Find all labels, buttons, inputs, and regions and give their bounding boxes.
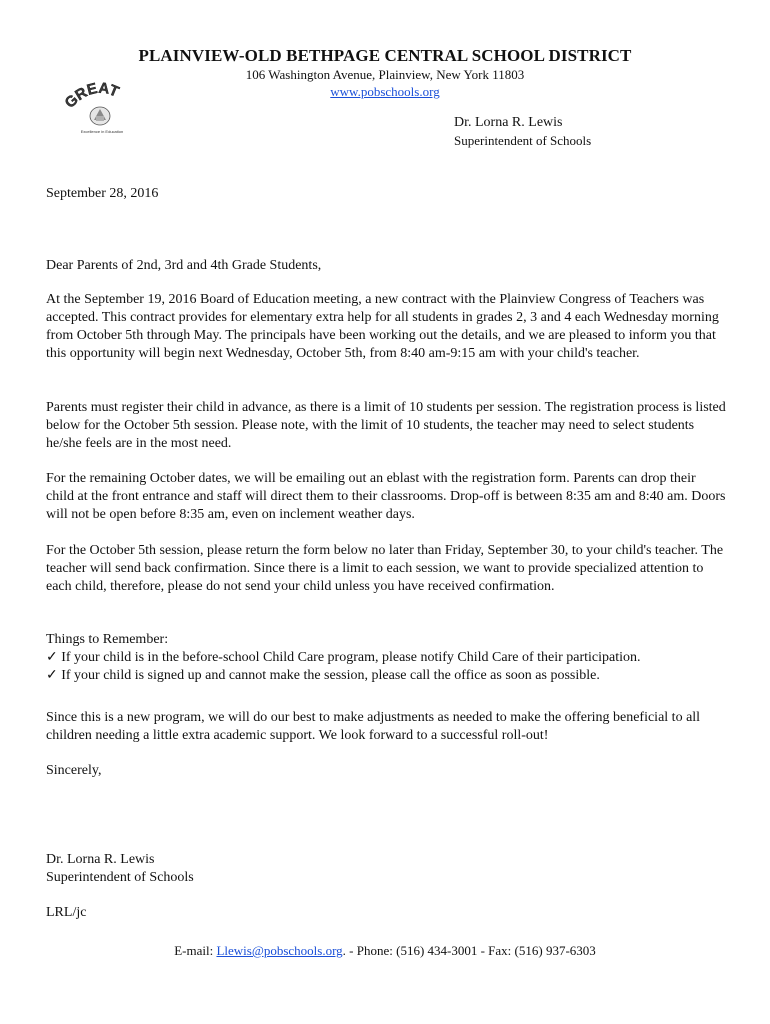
paragraph-registration: Parents must register their child in advance, as there is a limit of 10 students per session. The registration process is listed below for the October 5th session. Please note, with the limit of 10 students, the teacher may need to select students he/she feels are in the most need. bbox=[46, 400, 726, 451]
superintendent-name: Dr. Lorna R. Lewis bbox=[454, 115, 563, 130]
email-label: E-mail: bbox=[174, 943, 217, 958]
paragraph-contract: At the September 19, 2016 Board of Education meeting, a new contract with the Plainview Congress of Teachers was accepted. This contract provides for elementary extra help for all students in grades 2, 3 and 4 each Wednesday morning from October 5th through May. The principals have been working out the details, and we are pleased to inform you that this opportunity will begin next Wednesday, October 5th, from 8:40 am-9:15 am with your child's teacher. bbox=[46, 292, 719, 361]
signer-title: Superintendent of Schools bbox=[46, 870, 194, 885]
things-heading: Things to Remember: bbox=[46, 632, 169, 647]
great-logo bbox=[62, 78, 134, 136]
svg-text:GREAT bbox=[62, 80, 121, 112]
logo-text: GREAT bbox=[62, 79, 122, 112]
district-title: PLAINVIEW-OLD BETHPAGE CENTRAL SCHOOL DISTRICT bbox=[138, 46, 632, 65]
paragraph-closing: Since this is a new program, we will do our best to make adjustments as needed to make the offering beneficial to all children needing a little extra academic support. We look forward to a successful roll-out! bbox=[46, 710, 701, 743]
initials: LRL/jc bbox=[46, 905, 87, 920]
email-link[interactable]: Llewis@pobschools.org bbox=[216, 943, 343, 958]
salutation: Dear Parents of 2nd, 3rd and 4th Grade Students, bbox=[46, 258, 322, 273]
list-item: ✓ If your child is in the before-school Child Care program, please notify Child Care of their participation. bbox=[46, 650, 641, 665]
list-item: ✓ If your child is signed up and cannot make the session, please call the office as soon as possible. bbox=[46, 668, 600, 683]
phone-fax: . - Phone: (516) 434-3001 - Fax: (516) 937-6303 bbox=[342, 943, 596, 958]
contact-footer bbox=[0, 943, 770, 959]
district-address: 106 Washington Avenue, Plainview, New York 11803 bbox=[245, 67, 525, 82]
paragraph-dropoff: For the remaining October dates, we will be emailing out an eblast with the registration form. Parents can drop their child at the front entrance and staff will direct them to their classrooms. Drop-off is between 8:35 am and 8:40 am. Doors will not be open before 8:35 am, even on inclement weather days. bbox=[46, 471, 726, 522]
website-link[interactable]: www.pobschools.org bbox=[330, 84, 440, 99]
signer-name: Dr. Lorna R. Lewis bbox=[46, 852, 155, 867]
paragraph-october-session: For the October 5th session, please return the form below no later than Friday, September 30, to your child's teacher. The teacher will send back confirmation. Since there is a limit to each session, we want to provide specialized attention to each child, therefore, please do not send your child unless you have received confirmation. bbox=[46, 543, 724, 594]
letter-date: September 28, 2016 bbox=[46, 186, 159, 201]
superintendent-title: Superintendent of Schools bbox=[454, 133, 592, 148]
things-to-remember bbox=[46, 631, 726, 685]
sign-off: Sincerely, bbox=[46, 763, 102, 778]
logo-tagline: Excellence in Education bbox=[80, 129, 124, 134]
